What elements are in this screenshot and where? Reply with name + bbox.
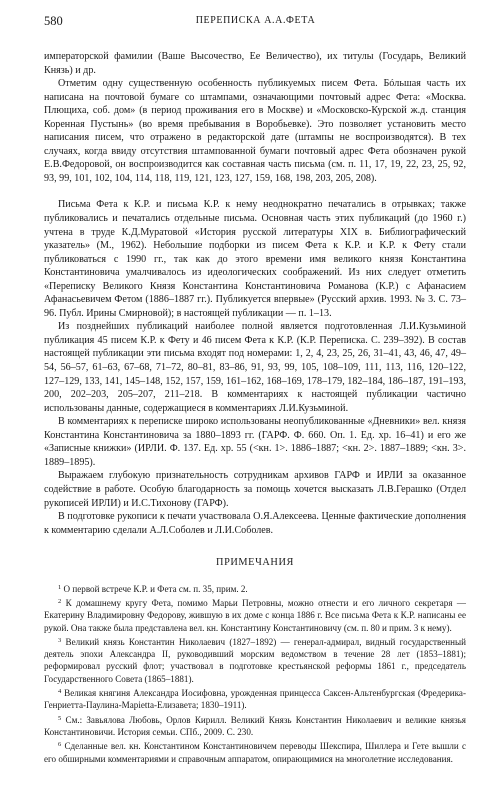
paragraph: императорской фамилии (Ваше Высочество, Ее Величество), их титулы (Государь, Великий Князь) и др. [44, 51, 466, 76]
footnote-text: К домашнему кругу Фета, помимо Марьи Петровны, можно отнести и его личного секретаря — Екатерину Владимировну Федорову, жившую в их доме с конца 1886 г. Все письма Фета к К.Р. написаны ее рукой. Она также была представлена вел. кн. Константину Константиновичу (см. п. 80 и прим. 3 к нему). [44, 597, 466, 633]
page-header [44, 14, 467, 34]
footnote-text: См.: Завьялова Любовь, Орлов Кирилл. Великий Князь Константин Николаевич и великие князья Константиновичи. История семьи. СПб., 2009. С. 230. [44, 714, 466, 737]
footnote-number: 5 [58, 714, 62, 722]
body-text [44, 50, 466, 767]
footnote-text: О первой встрече К.Р. и Фета см. п. 35, прим. 2. [63, 583, 248, 594]
footnote [44, 740, 466, 765]
paragraph: В комментариях к переписке широко использованы неопубликованные «Дневники» вел. князя Константина Константиновича за 1880–1893 гг. (ГАРФ. Ф. 660. Оп. 1. Ед. хр. 16–41) и его же «Записные книжки» (ИРЛИ. Ф. 137. Ед. хр. 55 (<кн. 1>. 1886–1887; <кн. 2>. 1887–1889; <кн. 3>. 1889–1895). [44, 416, 466, 468]
footnote-number: 3 [58, 636, 62, 644]
paragraph: Отметим одну существенную особенность публикуемых писем Фета. Бóльшая часть их написана на почтовой бумаге со штампами, означающими почтовый адрес Фета: «Москва. Плющиха, соб. дом» (в период проживания его в Москве) и «Московско-Курской ж.д. станция Коренная Пустынь» (во время пребывания в Воробьевке). Это позволяет установить место написания писем, что отражено в редакторской дате (штампы не воспроизводятся). В тех случаях, когда ввиду отсутствия штампованной бумаги почтовый адрес Фета обозначен рукой Е.В.Федоровой, он воспроизводится как составная часть письма (см. п. 11, 17, 19, 22, 23, 25, 92, 93, 99, 101, 102, 104, 114, 118, 119, 121, 123, 127, 159, 168, 198, 203, 205, 208). [44, 78, 466, 184]
footnote-text: Сделанные вел. кн. Константином Константиновичем переводы Шекспира, Шиллера и Гете вышли с его обширными комментариями и справочным аппаратом, опирающимися на многолетние исследования. [44, 741, 466, 764]
footnote [44, 636, 466, 685]
footnote-number: 4 [58, 688, 62, 696]
paragraph: В подготовке рукописи к печати участвовала О.Я.Алексеева. Ценные фактические дополнения к комментарию сделали А.Л.Соболев и Л.И.Соболев. [44, 511, 466, 536]
footnote [44, 714, 466, 739]
footnote-number: 2 [58, 597, 62, 605]
footnote [44, 687, 466, 712]
footnote-text: Великая княгиня Александра Иосифовна, урожденная принцесса Саксен-Альтенбургская (Фредерика-Генриетта-Паулина-Марietta-Елизавета; 1830–1911). [44, 688, 466, 711]
notes-heading: ПРИМЕЧАНИЯ [216, 557, 294, 569]
running-head: ПЕРЕПИСКА А.А.ФЕТА [195, 15, 316, 26]
footnote-text: Великий князь Константин Николаевич (1827–1892) — генерал-адмирал, видный государственный деятель эпохи Александра II, руководивший морским ведомством в течение 28 лет (1853–1881); реформировал русский флот; участвовал в подготовке крестьянской реформы 1861 г., председатель Государственного Совета (1865–1881). [44, 636, 466, 684]
notes-list [44, 583, 466, 765]
footnote [44, 583, 466, 595]
footnote-number: 1 [58, 583, 62, 591]
paragraph: Письма Фета к К.Р. и письма К.Р. к нему неоднократно печатались в отрывках; также публиковались и печатались отдельные письма. Основная часть этих публикаций (до 1960 г.) учтена в труде К.Д.Муратовой «История русской литературы XIX в. Библиографический указатель» (М., 1962). Небольшие подборки из писем Фета к К.Р. и К.Р. к Фету стали публиковаться с 1990 гг., так как до этого времени имя великого князя Константина Константиновича умалчивалось из идеологических соображений. Из них следует отметить «Переписку Великого Князя Константина Константиновича Романова (К.Р.) с Афанасием Афанасьевичем Фетом (1886–1887 гг.). Публикуется впервые» (Русский архив. 1993. № 3. С. 73–96. Публ. Ирины Смирновой); в настоящей публикации — п. 1–13. [44, 199, 466, 319]
footnote [44, 597, 466, 634]
paragraph: Выражаем глубокую признательность сотрудникам архивов ГАРФ и ИРЛИ за оказанное содействие в работе. Особую благодарность за помощь хочется высказать Л.В.Герашко (Отдел рукописей ИРЛИ) и И.С.Тихонову (ГАРФ). [44, 470, 466, 509]
footnote-number: 6 [58, 741, 62, 749]
paragraph: Из позднейших публикаций наиболее полной является подготовленная Л.И.Кузьминой публикация 45 писем К.Р. к Фету и 46 писем Фета к К.Р. (К.Р. Переписка. С. 239–392). В состав настоящей публикации эти письма входят под номерами: 1, 2, 4, 23, 25, 26, 31–41, 43, 46, 47, 49–54, 56–57, 61–63, 67–68, 71–72, 80–81, 83–86, 91, 93, 99, 105, 108–109, 111, 113, 116, 120–122, 127–129, 133, 141, 145–148, 152, 157, 159, 161–162, 168–169, 178–179, 182–184, 186–187, 191–193, 200, 202–203, 205–207, 211–218. В комментариях к настоящей публикации частично использованы данные, содержащиеся в комментариях Л.И.Кузьминой. [44, 321, 466, 414]
page-number: 580 [44, 14, 63, 28]
